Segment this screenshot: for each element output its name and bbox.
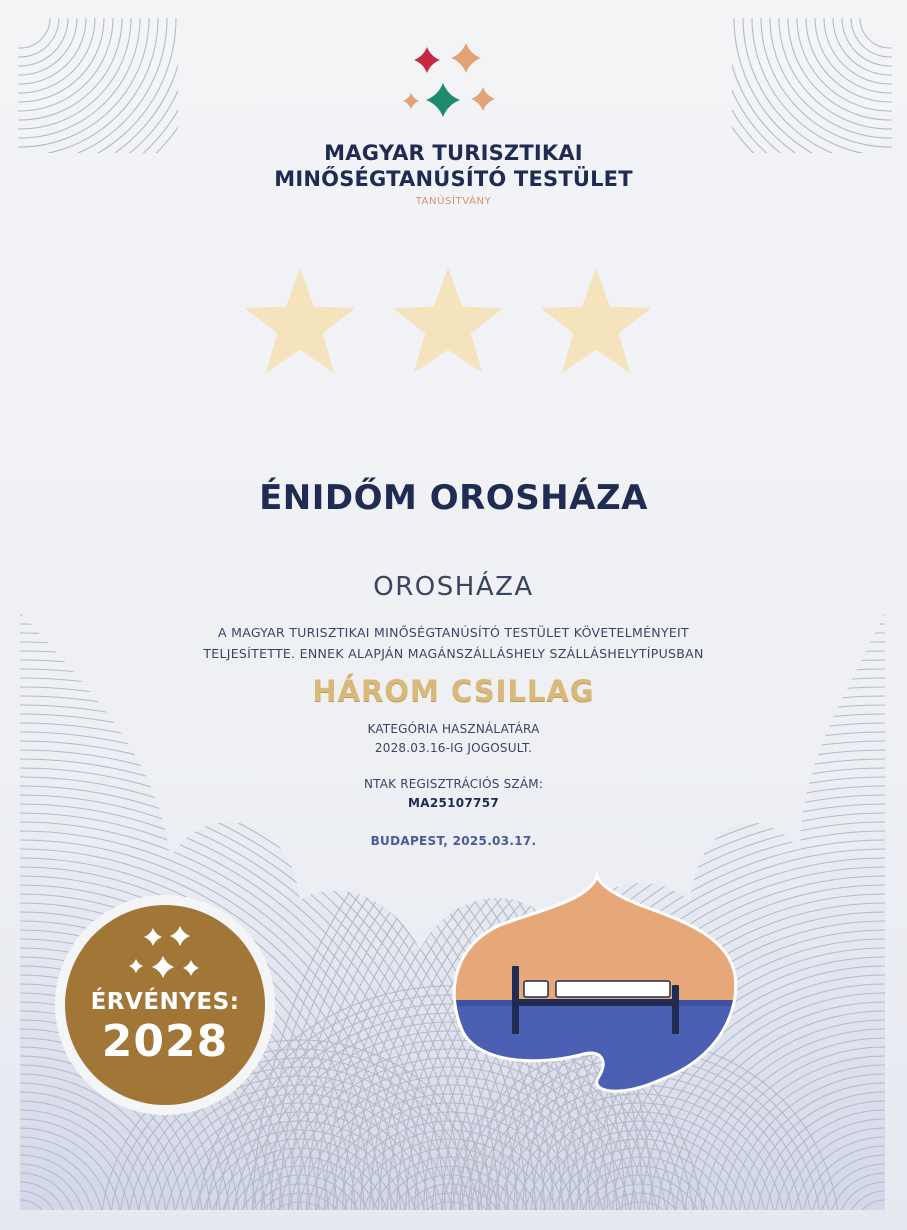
rating-star-icon [393, 268, 503, 373]
ntak-registration-label: NTAK REGISZTRÁCIÓS SZÁM: [363, 777, 544, 791]
statement-line2: TELJESÍTETTE. ENNEK ALAPJÁN MAGÁNSZÁLLÁSHELY SZÁLLÁSHELYTÍPUSBAN [203, 646, 704, 661]
badge-label: ÉRVÉNYES: [90, 989, 240, 1015]
rating-star-icon [245, 268, 355, 373]
organization-name-line2: MINŐSÉGTANÚSÍTÓ TESTÜLET [274, 167, 633, 191]
logo-sparkle-icon [426, 83, 460, 117]
logo-sparkle-icon [471, 87, 495, 111]
accommodation-city: OROSHÁZA [373, 572, 534, 602]
statement-line1: A MAGYAR TURISZTIKAI MINŐSÉGTANÚSÍTÓ TESTÜLET KÖVETELMÉNYEIT [218, 625, 689, 640]
badge-year: 2028 [101, 1016, 229, 1067]
logo-sparkle-icon [403, 93, 419, 109]
document-type: TANÚSÍTVÁNY [415, 196, 492, 207]
rating-star-icon [541, 268, 651, 373]
ntak-registration-number: MA25107757 [407, 796, 500, 810]
logo-sparkles-icon [403, 43, 495, 117]
valid-until-text: 2028.03.16-IG JOGOSULT. [374, 741, 533, 755]
logo-sparkle-icon [451, 43, 481, 73]
organization-name-line1: MAGYAR TURISZTIKAI [324, 141, 583, 165]
requirements-statement [0, 622, 907, 664]
category-name: HÁROM CSILLAG [312, 674, 595, 708]
organization-name [0, 140, 907, 192]
category-usage-label: KATEGÓRIA HASZNÁLATÁRA [367, 722, 540, 736]
accommodation-name: ÉNIDŐM OROSHÁZA [259, 478, 648, 518]
logo-sparkle-icon [414, 47, 440, 73]
rating-stars [230, 268, 670, 388]
issue-place-date: BUDAPEST, 2025.03.17. [370, 834, 537, 848]
